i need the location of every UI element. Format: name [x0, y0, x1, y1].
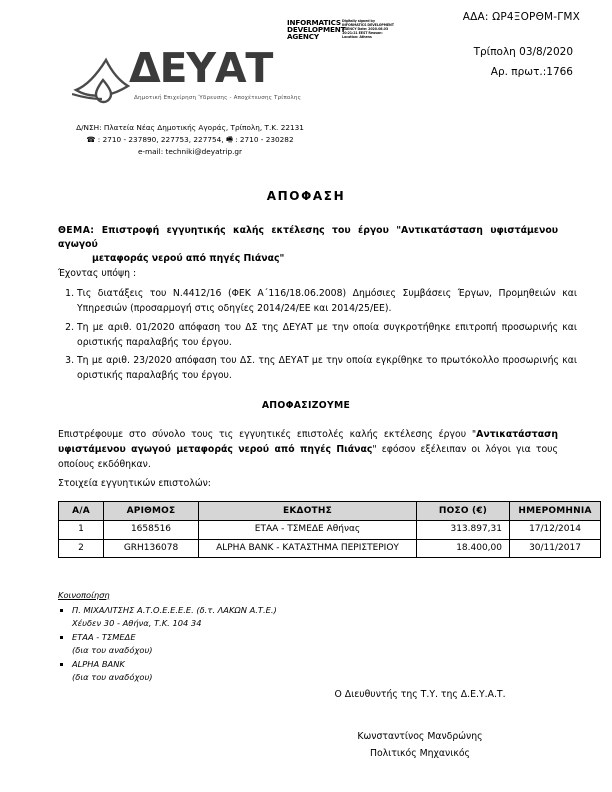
cell-aa: 1: [59, 520, 104, 539]
table-header: [59, 502, 601, 521]
notify-recipient-detail: (δια του αναδόχου): [72, 645, 153, 656]
column-header-aa: Α/Α: [59, 502, 104, 521]
cell-aa: 2: [59, 539, 104, 558]
list-item: [58, 658, 388, 684]
table-row: [59, 520, 601, 539]
column-header-amount: ΠΟΣΟ (€): [417, 502, 510, 521]
guarantee-letters-table: [58, 501, 601, 558]
having-regard-label: Έχοντας υπόψη :: [58, 268, 137, 279]
subject-text-line2: μεταφοράς νερού από πηγές Πιάνας": [92, 253, 285, 265]
address-email: e-mail: techniki@deyatrip.gr: [137, 146, 243, 156]
cell-amount: 18.400,00: [417, 539, 510, 558]
notify-recipient-name: ΕΤΑΑ - ΤΣΜΕΔΕ: [72, 632, 136, 643]
notification-list: [58, 604, 388, 685]
protocol-number: Αρ. πρωτ.:1766: [490, 66, 573, 78]
list-item: 3. Τη με αριθ. 23/2020 απόφαση του ΔΣ. της ΔΕΥΑΤ με την οποία εγκρίθηκε το πρωτόκολλο προσωρινής και οριστικής παραλαβής του έργου.: [77, 353, 577, 383]
subject-block: [58, 224, 558, 266]
table-body: [59, 520, 601, 558]
cell-issuer: ALPHA BANK - ΚΑΤΑΣΤΗΜΑ ΠΕΡΙΣΤΕΡΙΟΥ: [199, 539, 417, 558]
logo-wordmark: ΔΕΥΑΤ: [129, 44, 273, 92]
notification-title: Κοινοποίηση: [58, 590, 110, 600]
notify-recipient-name: Π. ΜΙΧΑΛΙΤΣΗΣ Α.Τ.Ο.Ε.Ε.Ε.Ε. (δ.τ. ΛΑΚΩΝ Α.Τ.Ε.): [72, 605, 277, 615]
notify-recipient-name: ALPHA BANK: [72, 659, 125, 670]
column-header-issuer: ΕΚΔΟΤΗΣ: [199, 502, 417, 521]
decision-text-part1: Επιστρέφουμε στο σύνολο τους τις εγγυητικές επιστολές καλής εκτέλεσης έργου ": [58, 429, 477, 440]
list-item: 2. Τη με αριθ. 01/2020 απόφαση του ΔΣ της ΔΕΥΑΤ με την οποία συγκροτήθηκε επιτροπή προσωρινής και οριστικής παραλαβής του έργου.: [77, 320, 577, 350]
column-header-date: ΗΜΕΡΟΜΗΝΙΑ: [510, 502, 601, 521]
address-line-1: Δ/ΝΣΗ: Πλατεία Νέας Δημοτικής Αγοράς, Τρίπολη, Τ.Κ. 22131: [76, 123, 304, 132]
signatory-role: Πολιτικός Μηχανικός: [369, 748, 471, 759]
decision-paragraph: [58, 427, 558, 472]
cell-date: 17/12/2014: [510, 520, 601, 539]
square-bullet-icon: [60, 663, 63, 666]
subject-text-line1: Επιστροφή εγγυητικής καλής εκτέλεσης του έργου "Αντικατάσταση υφιστάμενου αγωγού: [58, 225, 558, 251]
table-row: [59, 539, 601, 558]
document-title: ΑΠΟΦΑΣΗ: [266, 189, 346, 203]
list-item: [58, 631, 388, 657]
cell-number: GRH136078: [104, 539, 199, 558]
column-header-number: ΑΡΙΘΜΟΣ: [104, 502, 199, 521]
cell-issuer: ΕΤΑΑ - ΤΣΜΕΔΕ Αθήνας: [199, 520, 417, 539]
cell-date: 30/11/2017: [510, 539, 601, 558]
address-block: [0, 122, 380, 157]
notify-recipient-detail: (δια του αναδόχου): [72, 672, 153, 683]
decision-project-name: Αντικατάσταση υφιστάμενου αγωγού μεταφοράς νερού από πηγές Πιάνας: [58, 429, 558, 456]
ada-code: ΑΔΑ: ΩΡ4ΞΟΡΘΜ-ΓΜΧ: [462, 11, 580, 23]
signatory-title: Ο Διευθυντής της Τ.Υ. της Δ.Ε.Υ.Α.Τ.: [334, 689, 506, 700]
decide-heading: ΑΠΟΦΑΣΙΖΟΥΜΕ: [261, 400, 351, 411]
square-bullet-icon: [60, 609, 63, 612]
signature-agency-name: INFORMATICS DEVELOPMENT AGENCY: [287, 18, 346, 42]
guarantee-details-label: Στοιχεία εγγυητικών επιστολών:: [58, 478, 211, 489]
notification-block: [58, 590, 388, 686]
cell-number: 1658516: [104, 520, 199, 539]
list-item: 1. Τις διατάξεις του Ν.4412/16 (ΦΕΚ Α΄116/18.06.2008) Δημόσιες Συμβάσεις Έργων, Προμηθειών και Υπηρεσιών (προσαρμογή στις οδηγίες 2014/24/ΕΕ και 2014/25/ΕΕ).: [77, 286, 577, 316]
place-and-date: Τρίπολη 03/8/2020: [473, 46, 573, 58]
table-header-row: [59, 502, 601, 521]
signature-details: Digitally signed by INFORMATICS DEVELOPMENT AGENCY Date: 2020.08.03 10:21:21 EEST Reason: Location: Athens: [342, 19, 394, 40]
deyat-logo: [72, 44, 302, 114]
decision-text-part2: " εφόσον εξέλειπαν οι λόγοι για τους οποίους εκδόθηκαν.: [58, 444, 558, 471]
legal-basis-list: [58, 286, 577, 387]
square-bullet-icon: [60, 636, 63, 639]
cell-amount: 313.897,31: [417, 520, 510, 539]
logo-subtitle: Δημοτική Επιχείρηση Ύδρευσης - Αποχέτευσης Τρίπολης: [134, 95, 302, 101]
notify-recipient-detail: Χέυδεν 30 - Αθήνα, Τ.Κ. 104 34: [72, 618, 202, 629]
subject-label: ΘΕΜΑ:: [58, 225, 95, 236]
list-item: [58, 604, 388, 630]
signatory-name: Κωνσταντίνος Μανδρώνης: [357, 731, 483, 742]
address-line-2: ☎ : 2710 - 237890, 227753, 227754, 🖷 : 2710 - 230282: [86, 134, 294, 144]
